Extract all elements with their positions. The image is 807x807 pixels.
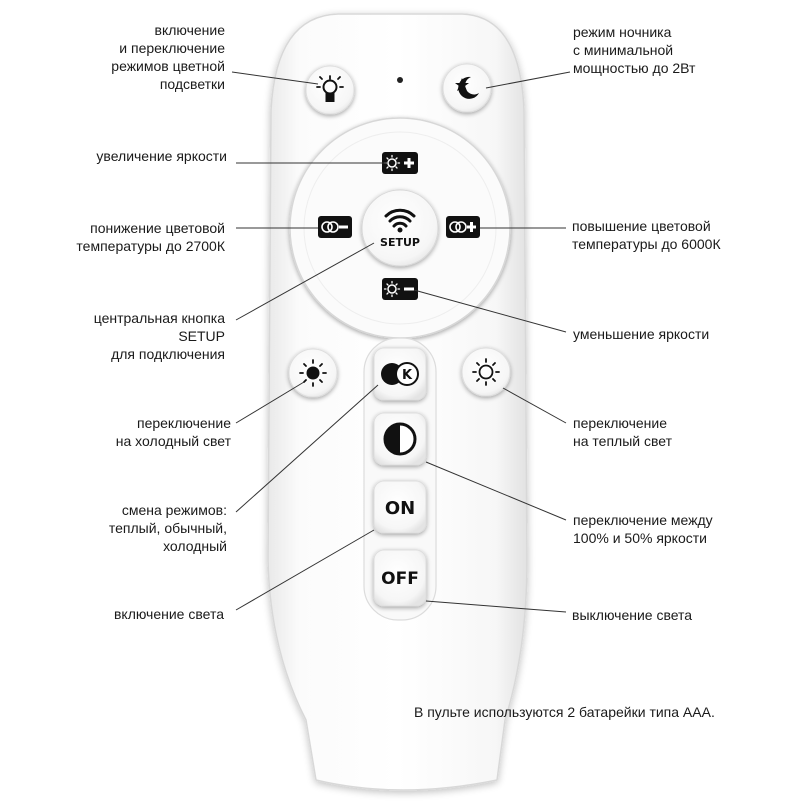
off-label: OFF bbox=[381, 569, 419, 589]
label-light-on: включение света bbox=[113, 606, 224, 622]
warm-light-button[interactable] bbox=[462, 348, 510, 396]
label-light-off: выключение света bbox=[572, 607, 693, 623]
on-label: ON bbox=[384, 498, 416, 519]
label-brightness-down: уменьшение яркости bbox=[573, 326, 710, 342]
label-warm-light: переключение на теплый свет bbox=[573, 415, 672, 449]
label-cold-light: переключение на холодный свет bbox=[115, 415, 231, 449]
color-backlight-button[interactable] bbox=[306, 66, 354, 114]
label-mode-switch: смена режимов: теплый, обычный, холодный bbox=[108, 502, 227, 554]
label-color-temp-up: повышение цветовой температуры до 6000К bbox=[572, 218, 721, 252]
label-color-temp-down: понижение цветовой температуры до 2700К bbox=[76, 220, 225, 254]
mode-k-label: K bbox=[401, 368, 413, 383]
setup-label: SETUP bbox=[380, 236, 420, 249]
label-color-backlight: включение и переключение режимов цветной подсветки bbox=[111, 22, 225, 92]
label-setup-button: центральная кнопка SETUP для подключения bbox=[93, 310, 225, 362]
half-circle-icon bbox=[385, 424, 415, 454]
label-brightness-up: увеличение яркости bbox=[96, 148, 227, 164]
indicator-led bbox=[397, 77, 403, 83]
mode-k-icon bbox=[381, 363, 418, 385]
label-half-brightness: переключение между 100% и 50% яркости bbox=[573, 512, 713, 546]
label-night-mode: режим ночника с минимальной мощностью до 2Вт bbox=[573, 24, 696, 76]
night-mode-button[interactable] bbox=[443, 64, 491, 112]
battery-note: В пульте используются 2 батарейки типа AAA. bbox=[414, 704, 715, 720]
